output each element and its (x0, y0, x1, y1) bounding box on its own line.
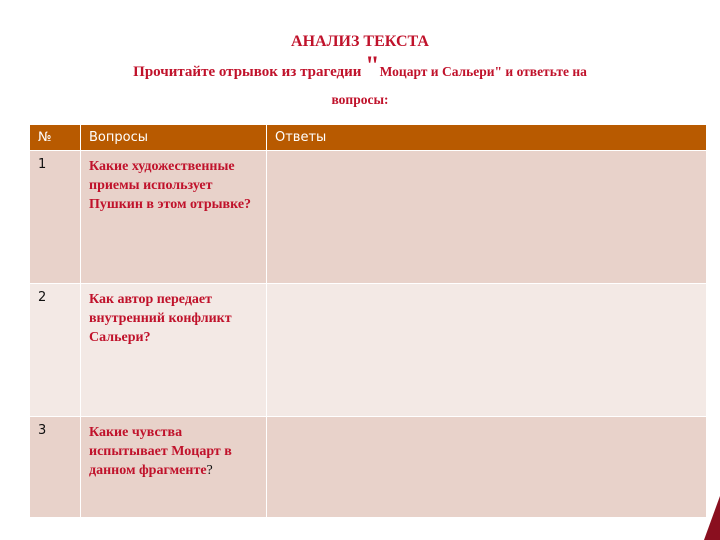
column-header-number: № (30, 125, 81, 151)
row-number: 3 (30, 417, 81, 518)
table-row (30, 417, 707, 518)
question-text: Какие чувства испытывает Моцарт в данном фрагменте (89, 425, 232, 478)
question-cell (81, 284, 267, 417)
question-tail: ? (206, 463, 213, 478)
question-text: Какие художественные приемы использует Пушкин в этом отрывке? (89, 159, 252, 212)
row-number: 1 (30, 151, 81, 284)
question-cell (81, 417, 267, 518)
corner-decoration (704, 496, 720, 540)
column-header-answers: Ответы (267, 125, 707, 151)
answer-cell[interactable] (267, 284, 707, 417)
instruction-text (40, 51, 680, 114)
quote-mark: " (365, 51, 380, 80)
row-number: 2 (30, 284, 81, 417)
questions-table (29, 124, 707, 518)
column-header-questions: Вопросы (81, 125, 267, 151)
table-row (30, 151, 707, 284)
table-row (30, 284, 707, 417)
page-title: АНАЛИЗ ТЕКСТА (291, 33, 429, 50)
question-cell (81, 151, 267, 284)
question-text: Как автор передает внутренний конфликт Сальери? (89, 292, 232, 345)
instruction-part2: Моцарт и Сальери" и ответьте на (379, 64, 587, 79)
instruction-part1: Прочитайте отрывок из трагедии (133, 64, 366, 80)
answer-cell[interactable] (267, 151, 707, 284)
table-header-row (30, 125, 707, 151)
answer-cell[interactable] (267, 417, 707, 518)
instruction-line2: вопросы: (331, 92, 389, 107)
